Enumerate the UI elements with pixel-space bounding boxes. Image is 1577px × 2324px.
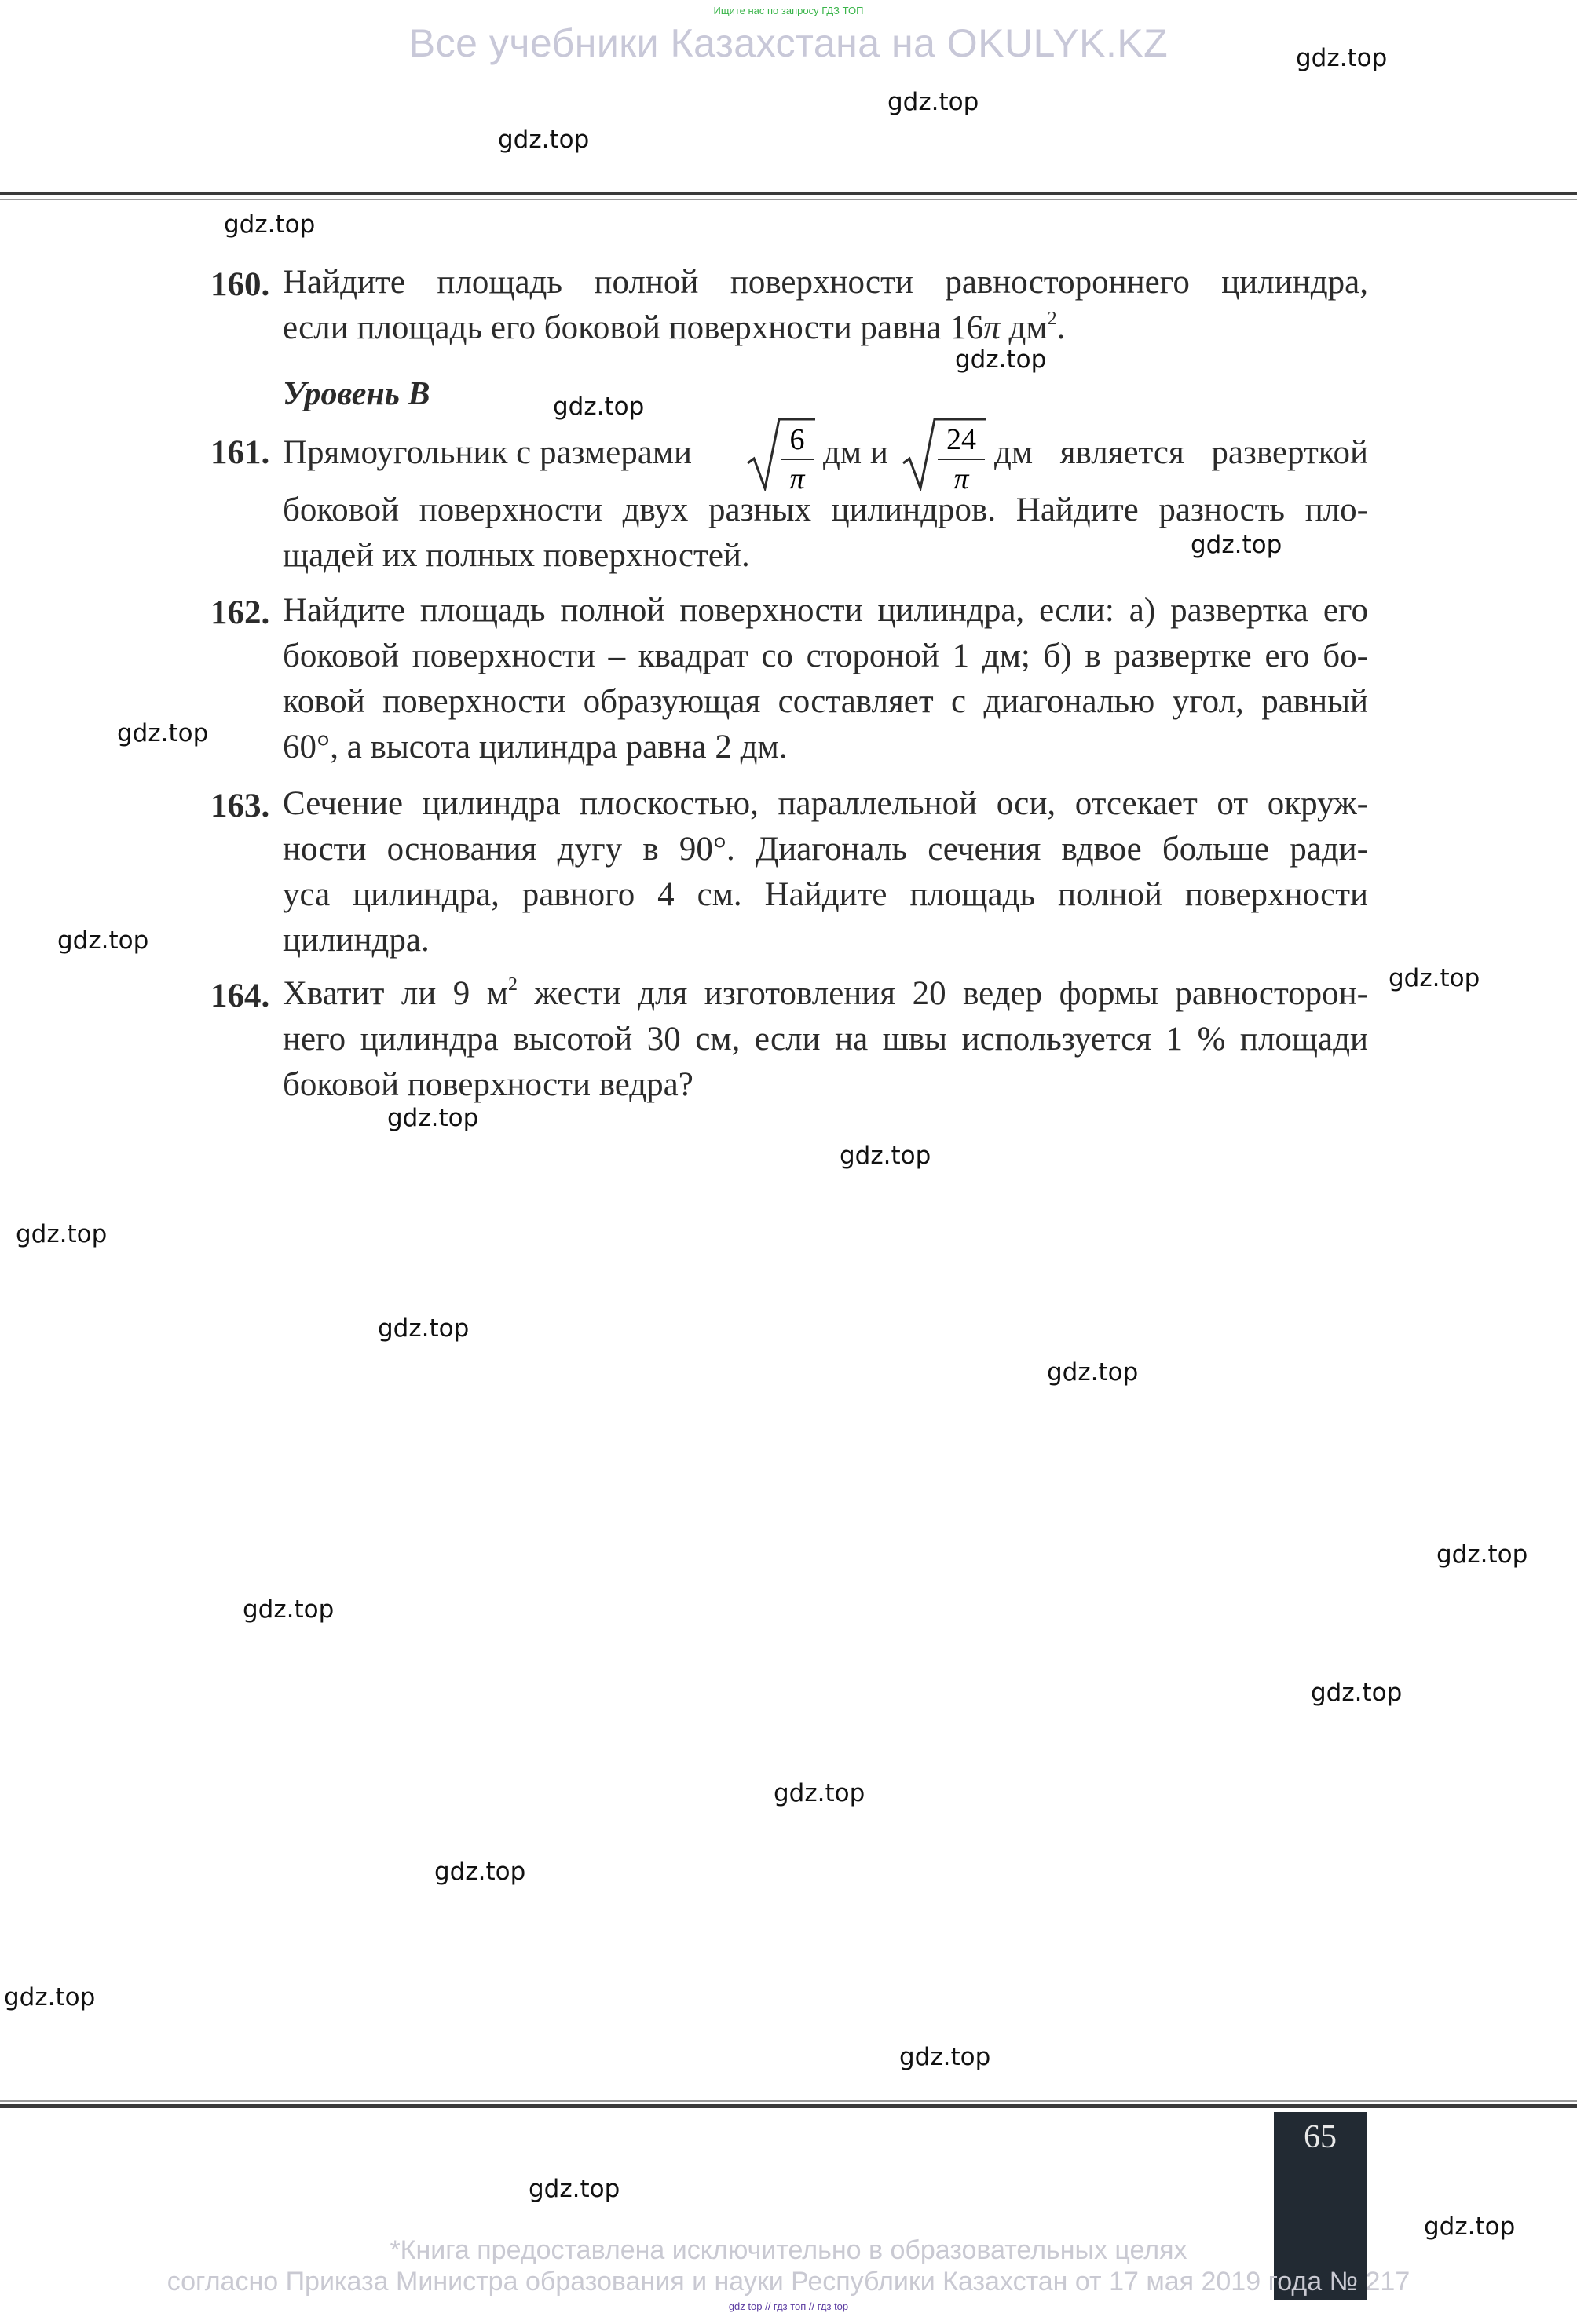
problem-text-line: ности основания дугу в 90°. Диагональ сечения вдвое больше ради- (283, 831, 1368, 868)
problem-text-line: него цилиндра высотой 30 см, если на швы используется 1 % площади (283, 1021, 1368, 1058)
watermark: gdz.top (1311, 1679, 1403, 1707)
watermark: gdz.top (224, 210, 316, 239)
problem-number: 164. (210, 977, 270, 1014)
watermark: gdz.top (57, 926, 149, 955)
search-hint: Ищите нас по запросу ГДЗ ТОП (713, 5, 864, 16)
level-heading: Уровень В (283, 376, 430, 412)
bottom-rule (0, 2104, 1577, 2108)
site-title[interactable]: Все учебники Казахстана на OKULYK.KZ (408, 21, 1169, 65)
problem-text-line: если площадь его боковой поверхности равна 16π $дм^2$. (283, 309, 1066, 346)
watermark: gdz.top (1047, 1358, 1139, 1387)
fraction-denominator: π (789, 462, 805, 495)
problem-162 (210, 594, 1368, 774)
sqrt-fraction (746, 416, 817, 495)
top-rule (0, 192, 1577, 195)
watermark: gdz.top (1436, 1540, 1528, 1569)
watermark: gdz.top (498, 126, 590, 154)
problem-164 (210, 974, 1369, 1114)
problem-text-line: Найдите площадь полной поверхности равностороннего цилиндра, (283, 264, 1368, 301)
problem-163 (210, 787, 1368, 967)
fraction-denominator: π (953, 462, 969, 495)
watermark: gdz.top (243, 1595, 335, 1624)
sqrt-fraction (902, 416, 988, 495)
watermark: gdz.top (887, 88, 979, 116)
watermark: gdz.top (434, 1858, 526, 1886)
watermark: gdz.top (16, 1220, 108, 1248)
problem-text-line: дм является разверткой (994, 434, 1368, 471)
problem-number: 160. (210, 266, 270, 303)
problem-number: 161. (210, 434, 270, 471)
bottom-links[interactable]: gdz top // гдз топ // гдз top (728, 2300, 849, 2312)
problem-text-line: боковой поверхности двух разных цилиндров. Найдите разность пло- (283, 491, 1368, 528)
watermark: gdz.top (553, 393, 645, 421)
problem-text-line: ковой поверхности образующая составляет с диагональю угол, равный (283, 683, 1368, 720)
watermark: gdz.top (840, 1142, 931, 1170)
fraction-numerator: 24 (946, 423, 976, 456)
problem-text-line: Прямоугольник с размерами (283, 434, 693, 471)
footer-decree: согласно Приказа Министра образования и науки Республики Казахстан от 17 мая 2019 года № 217 (166, 2267, 1411, 2297)
problem-text-line: боковой поверхности – квадрат со стороной 1 дм; б) в развертке его бо- (283, 638, 1368, 674)
problem-text-line: Сечение цилиндра плоскостью, параллельной оси, отсекает от окруж- (283, 785, 1368, 822)
problem-text-line: цилиндра. (283, 922, 430, 959)
watermark: gdz.top (1296, 44, 1388, 72)
watermark: gdz.top (1389, 964, 1480, 992)
watermark: gdz.top (117, 719, 209, 747)
problem-text-line: Хватит ли 9 $м^2$ жести для изготовления 20 ведер формы равносторон- (283, 974, 1369, 1012)
problem-160 (210, 265, 1368, 360)
watermark: gdz.top (899, 2043, 991, 2071)
watermark: gdz.top (378, 1314, 470, 1343)
problem-text-line: уса цилиндра, равного 4 см. Найдите площадь полной поверхности (283, 876, 1368, 913)
watermark: gdz.top (387, 1104, 479, 1132)
top-rule-thin (0, 199, 1577, 200)
bottom-rule-thin (0, 2100, 1577, 2102)
watermark: gdz.top (1424, 2213, 1516, 2241)
footer-disclaimer: *Книга предоставлена исключительно в образовательных целях (390, 2235, 1187, 2265)
fraction-numerator: 6 (789, 423, 805, 456)
problem-text-line: дм и (823, 434, 888, 471)
page-number: 65 (1304, 2119, 1337, 2155)
watermark: gdz.top (1191, 531, 1282, 559)
problem-text-line: боковой поверхности ведра? (283, 1066, 693, 1103)
problem-number: 163. (210, 787, 270, 824)
watermark: gdz.top (774, 1779, 865, 1807)
watermark: gdz.top (529, 2175, 620, 2203)
problem-text-line: 60°, а высота цилиндра равна 2 дм. (283, 729, 788, 766)
watermark: gdz.top (4, 1983, 96, 2012)
problem-number: 162. (210, 594, 270, 631)
problem-text-line: щадей их полных поверхностей. (283, 537, 750, 574)
problem-text-line: Найдите площадь полной поверхности цилиндра, если: а) развертка его (283, 592, 1368, 629)
watermark: gdz.top (955, 345, 1047, 374)
